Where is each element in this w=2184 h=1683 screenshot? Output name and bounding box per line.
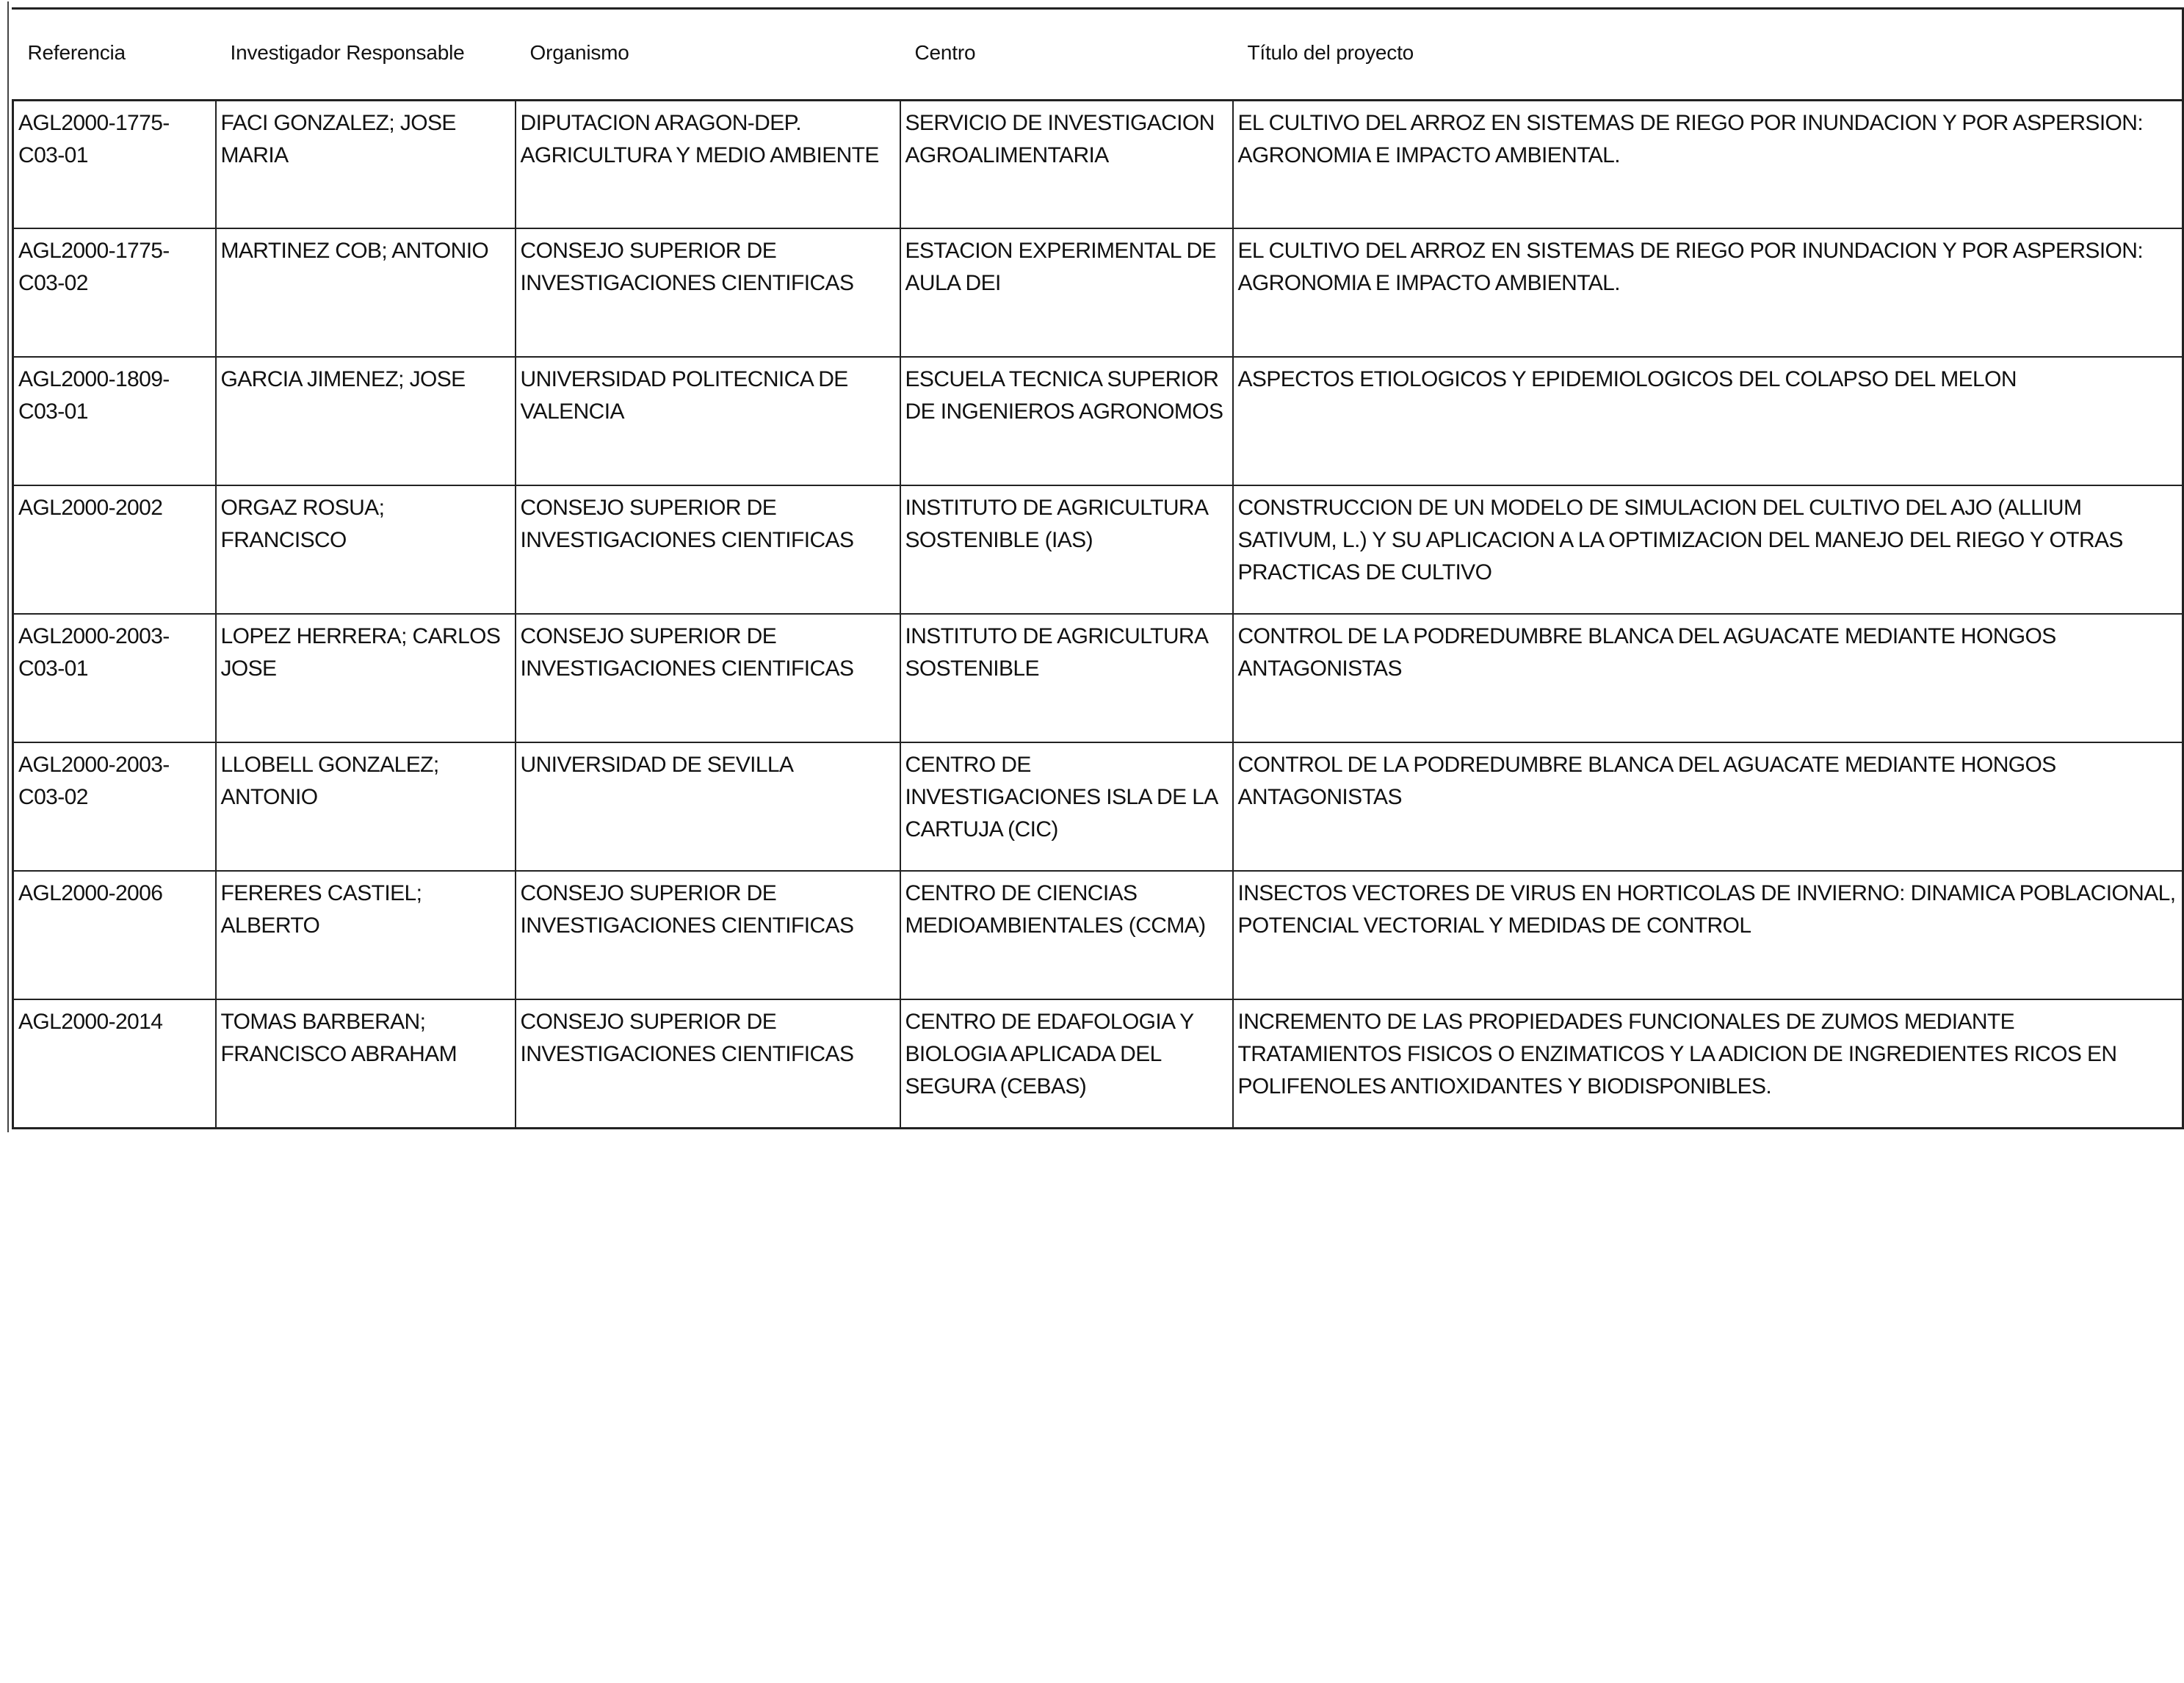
cell-organismo: CONSEJO SUPERIOR DE INVESTIGACIONES CIENTIFICAS [516, 871, 900, 999]
cell-centro: SERVICIO DE INVESTIGACION AGROALIMENTARIA [900, 100, 1233, 228]
cell-centro: CENTRO DE INVESTIGACIONES ISLA DE LA CARTUJA (CIC) [900, 742, 1233, 871]
cell-titulo: EL CULTIVO DEL ARROZ EN SISTEMAS DE RIEGO POR INUNDACION Y POR ASPERSION: AGRONOMIA E IMPACTO AMBIENTAL. [1233, 100, 2183, 228]
cell-centro: INSTITUTO DE AGRICULTURA SOSTENIBLE [900, 614, 1233, 742]
cell-investigador: FACI GONZALEZ; JOSE MARIA [216, 100, 516, 228]
cell-investigador: LOPEZ HERRERA; CARLOS JOSE [216, 614, 516, 742]
table-row [13, 357, 2183, 485]
cell-referencia: AGL2000-1775-C03-02 [13, 228, 216, 357]
cell-investigador: TOMAS BARBERAN; FRANCISCO ABRAHAM [216, 999, 516, 1128]
cell-centro: INSTITUTO DE AGRICULTURA SOSTENIBLE (IAS) [900, 485, 1233, 614]
table-body [13, 100, 2183, 1128]
cell-titulo: EL CULTIVO DEL ARROZ EN SISTEMAS DE RIEGO POR INUNDACION Y POR ASPERSION: AGRONOMIA E IMPACTO AMBIENTAL. [1233, 228, 2183, 357]
cell-referencia: AGL2000-1809-C03-01 [13, 357, 216, 485]
header-investigador: Investigador Responsable [216, 7, 516, 100]
header-titulo: Título del proyecto [1233, 7, 2183, 100]
header-centro: Centro [900, 7, 1233, 100]
cell-organismo: UNIVERSIDAD DE SEVILLA [516, 742, 900, 871]
cell-titulo: CONTROL DE LA PODREDUMBRE BLANCA DEL AGUACATE MEDIANTE HONGOS ANTAGONISTAS [1233, 614, 2183, 742]
table-row [13, 100, 2183, 228]
cell-referencia: AGL2000-2006 [13, 871, 216, 999]
projects-sheet [12, 7, 2182, 1142]
table-row [13, 999, 2183, 1128]
cell-organismo: DIPUTACION ARAGON-DEP. AGRICULTURA Y MEDIO AMBIENTE [516, 100, 900, 228]
cell-investigador: GARCIA JIMENEZ; JOSE [216, 357, 516, 485]
cell-organismo: CONSEJO SUPERIOR DE INVESTIGACIONES CIENTIFICAS [516, 485, 900, 614]
cell-centro: CENTRO DE EDAFOLOGIA Y BIOLOGIA APLICADA DEL SEGURA (CEBAS) [900, 999, 1233, 1128]
cell-referencia: AGL2000-1775-C03-01 [13, 100, 216, 228]
cell-referencia: AGL2000-2014 [13, 999, 216, 1128]
cell-organismo: CONSEJO SUPERIOR DE INVESTIGACIONES CIENTIFICAS [516, 228, 900, 357]
cell-referencia: AGL2000-2002 [13, 485, 216, 614]
cell-centro: ESCUELA TECNICA SUPERIOR DE INGENIEROS AGRONOMOS [900, 357, 1233, 485]
cell-organismo: CONSEJO SUPERIOR DE INVESTIGACIONES CIENTIFICAS [516, 999, 900, 1128]
left-margin-rule [7, 1, 9, 1132]
cell-organismo: UNIVERSIDAD POLITECNICA DE VALENCIA [516, 357, 900, 485]
cell-centro: CENTRO DE CIENCIAS MEDIOAMBIENTALES (CCMA) [900, 871, 1233, 999]
table-row [13, 742, 2183, 871]
table-row [13, 871, 2183, 999]
cell-titulo: CONTROL DE LA PODREDUMBRE BLANCA DEL AGUACATE MEDIANTE HONGOS ANTAGONISTAS [1233, 742, 2183, 871]
cell-referencia: AGL2000-2003-C03-01 [13, 614, 216, 742]
cell-investigador: FERERES CASTIEL; ALBERTO [216, 871, 516, 999]
cell-investigador: ORGAZ ROSUA; FRANCISCO [216, 485, 516, 614]
cell-investigador: MARTINEZ COB; ANTONIO [216, 228, 516, 357]
cell-investigador: LLOBELL GONZALEZ; ANTONIO [216, 742, 516, 871]
table-row [13, 614, 2183, 742]
table-row [13, 228, 2183, 357]
table-row [13, 485, 2183, 614]
cell-referencia: AGL2000-2003-C03-02 [13, 742, 216, 871]
header-referencia: Referencia [13, 7, 216, 100]
cell-centro: ESTACION EXPERIMENTAL DE AULA DEI [900, 228, 1233, 357]
cell-titulo: ASPECTOS ETIOLOGICOS Y EPIDEMIOLOGICOS DEL COLAPSO DEL MELON [1233, 357, 2183, 485]
cell-titulo: CONSTRUCCION DE UN MODELO DE SIMULACION DEL CULTIVO DEL AJO (ALLIUM SATIVUM, L.) Y SU APLICACION A LA OPTIMIZACION DEL MANEJO DEL RIEGO Y OTRAS PRACTICAS DE CULTIVO [1233, 485, 2183, 614]
projects-table [12, 7, 2184, 1129]
cell-titulo: INCREMENTO DE LAS PROPIEDADES FUNCIONALES DE ZUMOS MEDIANTE TRATAMIENTOS FISICOS O ENZIMATICOS Y LA ADICION DE INGREDIENTES RICOS EN POLIFENOLES ANTIOXIDANTES Y BIODISPONIBLES. [1233, 999, 2183, 1128]
header-row [13, 7, 2183, 100]
cell-titulo: INSECTOS VECTORES DE VIRUS EN HORTICOLAS DE INVIERNO: DINAMICA POBLACIONAL, POTENCIAL VECTORIAL Y MEDIDAS DE CONTROL [1233, 871, 2183, 999]
table-header [13, 7, 2183, 100]
header-organismo: Organismo [516, 7, 900, 100]
cell-organismo: CONSEJO SUPERIOR DE INVESTIGACIONES CIENTIFICAS [516, 614, 900, 742]
